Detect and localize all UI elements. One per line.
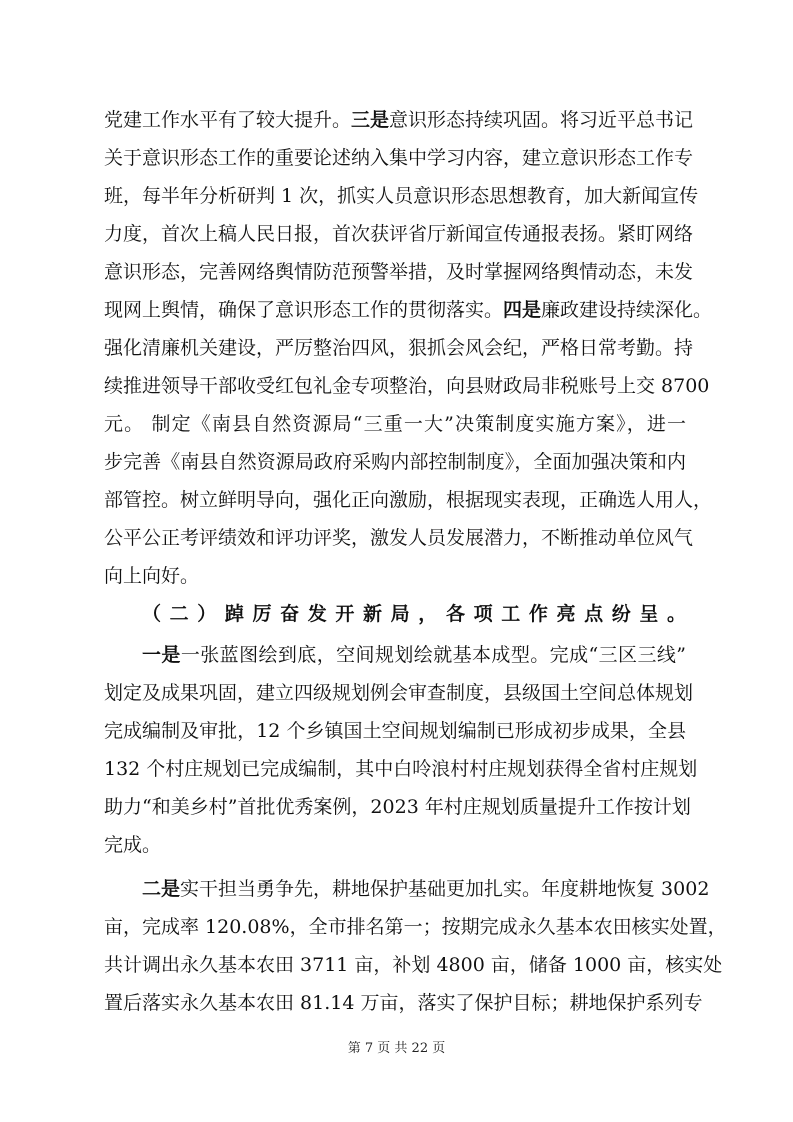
text-line: [104, 870, 710, 908]
text-line: [104, 674, 694, 712]
text-segment: 完成编制及审批，12 个乡镇国土空间规划编制已形成初步成果，全县: [104, 720, 686, 742]
text-line: [104, 329, 694, 367]
text-line: [104, 712, 686, 750]
text-line: [104, 636, 686, 674]
text-line: [104, 405, 686, 443]
bold-keyword: 四是: [503, 299, 542, 321]
bold-keyword: 一是: [142, 644, 181, 666]
text-segment: 力度，首次上稿人民日报，首次获评省厅新闻宣传通报表扬。紧盯网络: [104, 223, 694, 245]
text-segment: 置后落实永久基本农田 81.14 万亩，落实了保护目标；耕地保护系列专: [104, 992, 703, 1014]
text-segment: 完成。: [104, 834, 162, 856]
text-line: [104, 101, 694, 139]
text-segment: 党建工作水平有了较大提升。: [104, 109, 352, 131]
text-line: [104, 750, 698, 788]
paragraph-farmland-protection: [104, 870, 727, 1022]
paragraph-spatial-planning: [104, 636, 698, 864]
text-segment: 元。 制定《南县自然资源局“三重一大”决策制度实施方案》，进一: [104, 413, 686, 435]
text-segment: 关于意识形态工作的重要论述纳入集中学习内容，建立意识形态工作专: [104, 147, 694, 169]
text-segment: 132 个村庄规划已完成编制，其中白呤浪村村庄规划获得全省村庄规划: [104, 758, 698, 780]
text-segment: 续推进领导干部收受红包礼金专项整治，向县财政局非税账号上交 8700: [104, 375, 710, 397]
text-line: [104, 367, 710, 405]
text-line: [104, 253, 694, 291]
text-segment: 助力“和美乡村”首批优秀案例，2023 年村庄规划质量提升工作按计划: [104, 796, 691, 818]
text-segment: 意识形态持续巩固。将习近平总书记: [389, 109, 694, 131]
text-line: [104, 557, 686, 595]
text-segment: 现网上舆情，确保了意识形态工作的贯彻落实。: [104, 299, 504, 321]
bold-keyword: 三是: [351, 109, 390, 131]
text-line: [104, 788, 691, 826]
section-heading: （二）踔厉奋发开新局，各项工作亮点纷呈。: [142, 603, 686, 625]
page-footer: [0, 1037, 793, 1056]
text-segment: 意识形态，完善网络舆情防范预警举措，及时掌握网络舆情动态，未发: [104, 261, 694, 283]
text-segment: 共计调出永久基本农田 3711 亩，补划 4800 亩，储备 1000 亩，核实处: [104, 954, 723, 976]
text-line: [104, 481, 713, 519]
bold-keyword: 二是: [142, 878, 181, 900]
paragraph-ideology-integrity: [104, 101, 713, 595]
text-segment: 划定及成果巩固，建立四级规划例会审查制度，县级国土空间总体规划: [104, 682, 694, 704]
text-line: [104, 984, 703, 1022]
text-line: [104, 908, 727, 946]
page-number-label: 第 7 页 共 22 页: [347, 1041, 446, 1056]
text-line: [104, 946, 723, 984]
text-segment: 步完善《南县自然资源局政府采购内部控制制度》，全面加强决策和内: [104, 451, 686, 473]
document-body: [104, 101, 727, 1022]
text-segment: 一张蓝图绘到底，空间规划绘就基本成型。完成“三区三线”: [180, 644, 686, 666]
text-line: [104, 291, 713, 329]
text-segment: 亩，完成率 120.08%，全市排名第一；按期完成永久基本农田核实处置，: [104, 916, 727, 938]
text-line: [104, 215, 694, 253]
text-segment: 廉政建设持续深化。: [541, 299, 713, 321]
text-line: [104, 443, 686, 481]
text-segment: 强化清廉机关建设，严厉整治四风，狠抓会风会纪，严格日常考勤。持: [104, 337, 694, 359]
text-segment: 实干担当勇争先，耕地保护基础更加扎实。年度耕地恢复 3002: [180, 878, 710, 900]
text-segment: 向上向好。: [104, 565, 200, 587]
text-line: [104, 177, 699, 215]
text-line: [104, 139, 694, 177]
text-line: [104, 826, 686, 864]
text-line: [104, 519, 694, 557]
text-segment: 班，每半年分析研判 1 次，抓实人员意识形态思想教育，加大新闻宣传: [104, 185, 699, 207]
text-segment: 公平公正考评绩效和评功评奖，激发人员发展潜力，不断推动单位风气: [104, 527, 694, 549]
text-segment: 部管控。树立鲜明导向，强化正向激励，根据现实表现，正确选人用人，: [104, 489, 713, 511]
